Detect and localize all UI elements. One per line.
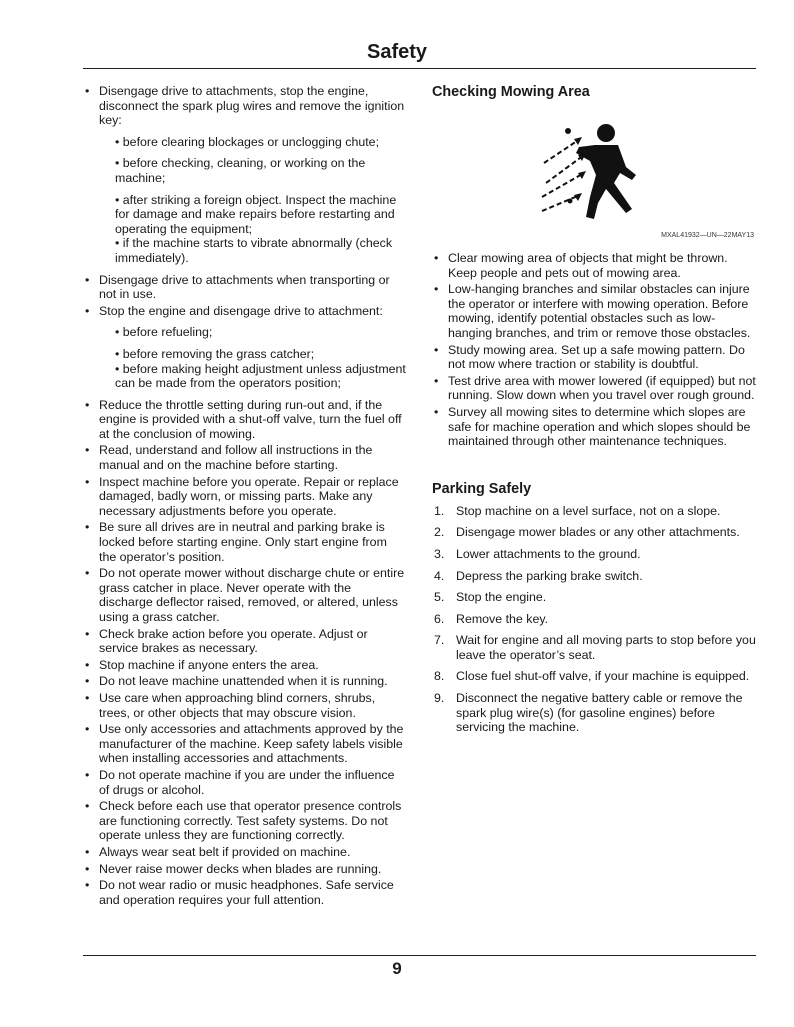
list-item: • Be sure all drives are in neutral and parking brake is locked before starting engine. Only start engine from the operator’s position. (83, 520, 407, 564)
list-item: • Disengage drive to attachments when transporting or not in use. (83, 273, 407, 302)
list-item: • Read, understand and follow all instructions in the manual and on the machine before starting. (83, 443, 407, 472)
step-number: 7. (434, 633, 445, 648)
checking-list (432, 251, 758, 449)
parking-steps-list (432, 504, 758, 735)
list-item: • Reduce the throttle setting during run-out and, if the engine is provided with a shut-off valve, turn the fuel off at the conclusion of mowing. (83, 398, 407, 442)
list-item: • Do not wear radio or music headphones. Safe service and operation requires your full attention. (83, 878, 407, 907)
step-text: Wait for engine and all moving parts to stop before you leave the operator’s seat. (456, 633, 756, 662)
sub-item: • before removing the grass catcher; (115, 346, 315, 361)
step-text: Stop the engine. (456, 590, 547, 605)
sub-item: • before making height adjustment unless adjustment can be made from the operators position; (115, 361, 406, 391)
list-item: • Do not operate mower without discharge chute or entire grass catcher in place. Never operate with the discharge deflector raised, removed, or altered, unless using a grass catcher. (83, 566, 407, 624)
list-item: • Do not leave machine unattended when it is running. (83, 674, 407, 689)
sub-item: • if the machine starts to vibrate abnormally (check immediately). (115, 236, 393, 265)
step-text: Close fuel shut-off valve, if your machine is equipped. (456, 669, 750, 684)
step-number: 2. (434, 525, 445, 540)
page-number: 9 (392, 959, 402, 978)
step-item (432, 669, 758, 684)
step-text: Lower attachments to the ground. (456, 546, 641, 561)
checking-mowing-area-heading: Checking Mowing Area (432, 84, 590, 100)
list-item-text: • Stop the engine and disengage drive to attachment: (99, 303, 383, 318)
step-number: 3. (434, 546, 445, 561)
step-item (432, 547, 758, 562)
step-text: Disconnect the negative battery cable or remove the spark plug wire(s) (for gasoline engines) before servicing the machine. (456, 691, 743, 735)
list-item-text: • Disengage drive to attachments, stop the engine, disconnect the spark plug wires and remove the ignition key: (99, 84, 405, 128)
sub-item: • before checking, cleaning, or working on the machine; (115, 156, 366, 185)
step-item (432, 504, 758, 519)
thrown-object-hazard-icon (540, 123, 650, 223)
step-item (432, 569, 758, 584)
step-text: Remove the key. (456, 611, 549, 626)
list-item: • Low-hanging branches and similar obstacles can injure the operator or interfere with mowing operation. Before mowing, identify potential obstacles such as low-hanging branches, and trim or remove those obstacles. (432, 282, 758, 340)
page-title: Safety (366, 41, 428, 63)
list-item: • Study mowing area. Set up a safe mowing pattern. Do not mow where traction or stability is doubtful. (432, 343, 758, 372)
list-item: • Never raise mower decks when blades are running. (83, 862, 407, 877)
list-item: • Do not operate machine if you are under the influence of drugs or alcohol. (83, 768, 407, 797)
list-item: • Stop machine if anyone enters the area. (83, 658, 407, 673)
list-item: • Survey all mowing sites to determine which slopes are safe for machine operation and which slopes should be maintained through other maintenance techniques. (432, 405, 758, 449)
thrown-object-warning-figure (432, 101, 758, 251)
sub-item: • after striking a foreign object. Inspect the machine for damage and make repairs before restarting and operating the equipment; (115, 192, 397, 236)
header-rule (83, 68, 756, 69)
list-item: • Check before each use that operator presence controls are functioning correctly. Test safety systems. Do not operate unless they are functioning correctly. (83, 799, 407, 843)
list-item: • Check brake action before you operate. Adjust or service brakes as necessary. (83, 627, 407, 656)
left-column (83, 84, 407, 909)
sub-item: • before refueling; (115, 325, 213, 340)
step-text: Disengage mower blades or any other attachments. (456, 525, 740, 540)
step-item (432, 633, 758, 662)
step-item (432, 590, 758, 605)
step-text: Stop machine on a level surface, not on a slope. (456, 503, 721, 518)
list-item (83, 304, 407, 391)
step-number: 9. (434, 691, 445, 706)
list-item: • Test drive area with mower lowered (if equipped) but not running. Slow down when you travel over rough ground. (432, 374, 758, 403)
list-item: • Use only accessories and attachments approved by the manufacturer of the machine. Keep safety labels visible when installing accessories and attachments. (83, 722, 407, 766)
step-text: Depress the parking brake switch. (456, 568, 643, 583)
list-item (83, 84, 407, 266)
list-item: • Clear mowing area of objects that might be thrown. Keep people and pets out of mowing area. (432, 251, 758, 280)
step-item (432, 525, 758, 540)
step-number: 5. (434, 590, 445, 605)
footer-rule (83, 955, 756, 956)
sub-item: • before clearing blockages or unclogging chute; (115, 134, 380, 149)
list-item: • Inspect machine before you operate. Repair or replace damaged, badly worn, or missing parts. Make any necessary adjustments before you operate. (83, 475, 407, 519)
step-number: 1. (434, 503, 445, 518)
list-item: • Use care when approaching blind corners, shrubs, trees, or other objects that may obscure vision. (83, 691, 407, 720)
step-number: 4. (434, 568, 445, 583)
list-item: • Always wear seat belt if provided on machine. (83, 845, 407, 860)
parking-safely-heading: Parking Safely (432, 480, 532, 497)
step-item (432, 612, 758, 627)
safety-list (83, 84, 407, 907)
step-number: 6. (434, 611, 445, 626)
right-column (432, 84, 758, 742)
figure-caption: MXAL41932—UN—22MAY13 (661, 232, 754, 239)
step-number: 8. (434, 669, 445, 684)
step-item (432, 691, 758, 735)
